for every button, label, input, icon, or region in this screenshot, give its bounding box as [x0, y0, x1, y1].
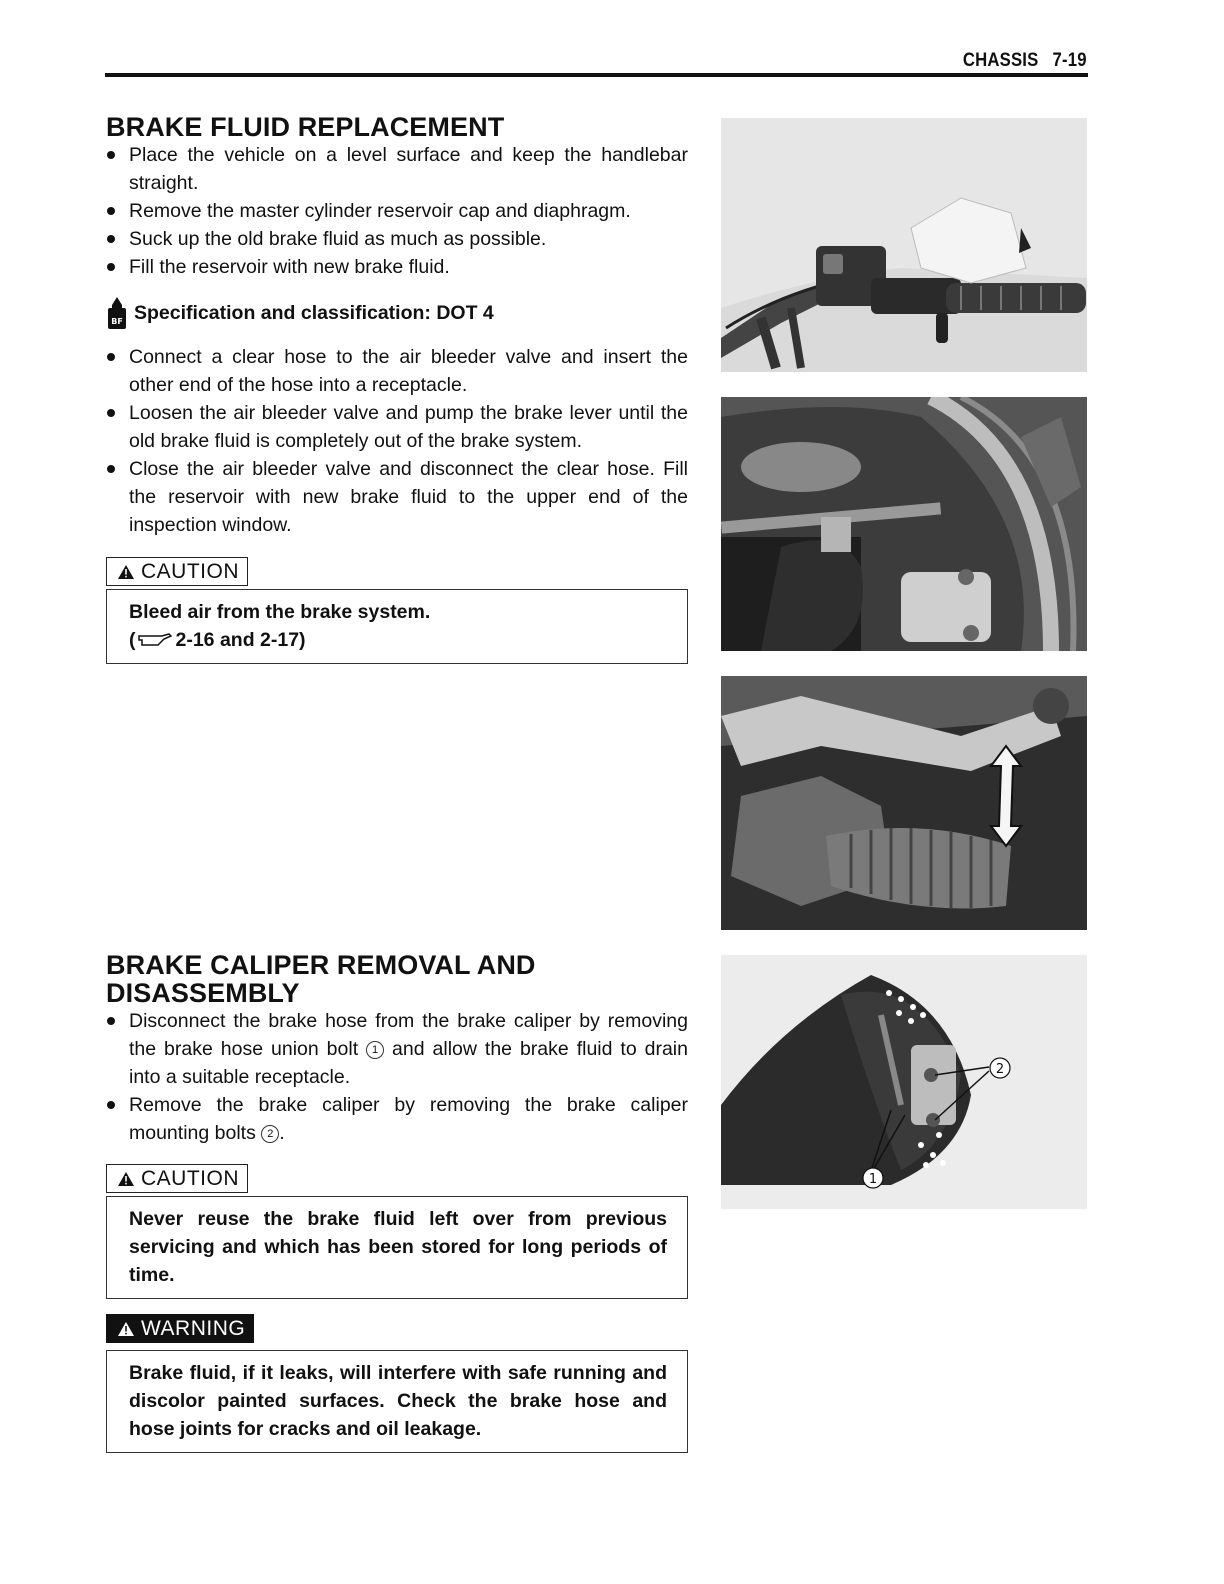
- section-title-caliper-line2: DISASSEMBLY: [106, 978, 300, 1008]
- brake-caliper-section: [106, 951, 688, 1453]
- list-item: [106, 1091, 688, 1147]
- reference-open-paren: (: [129, 629, 136, 651]
- caution-box-reuse: Never reuse the brake fluid left over from previous servicing and which has been stored for long periods of time.: [106, 1196, 688, 1299]
- brake-fluid-icon: [106, 296, 128, 330]
- step1-text-b: and allow the brake fluid to drain into a suitable receptacle.: [129, 1038, 688, 1088]
- list-item: Fill the reservoir with new brake fluid.: [106, 253, 688, 281]
- callout-1-icon: 1: [366, 1041, 384, 1059]
- list-item: Place the vehicle on a level surface and keep the handlebar straight.: [106, 141, 688, 197]
- warning-triangle-icon: [117, 564, 135, 580]
- caution-label: [106, 1164, 248, 1193]
- caution-label-row: [106, 557, 688, 586]
- caution-label-text: CAUTION: [141, 1166, 239, 1190]
- running-header: [949, 50, 1087, 72]
- caution-reference: [129, 626, 667, 654]
- fluid-steps-list-b: [106, 343, 688, 539]
- brake-fluid-icon-text: BF: [111, 317, 123, 326]
- photo-caliper-callouts: [721, 955, 1087, 1209]
- header-page-number: 7-19: [1052, 50, 1087, 71]
- warning-label-text: WARNING: [141, 1316, 246, 1340]
- warning-box-leaks: Brake fluid, if it leaks, will interfere with safe running and discolor painted surfaces. Check the brake hose and hose joints for cracks and oil leakage.: [106, 1350, 688, 1453]
- list-item: Close the air bleeder valve and disconnect the clear hose. Fill the reservoir with new brake fluid to the upper end of the inspection window.: [106, 455, 688, 539]
- list-item: Connect a clear hose to the air bleeder valve and insert the other end of the hose into a receptacle.: [106, 343, 688, 399]
- caution-text: Bleed air from the brake system.: [129, 601, 431, 623]
- brake-fluid-section: [106, 113, 688, 664]
- photo-master-cylinder: [721, 118, 1087, 372]
- step1-text-a: Disconnect the brake hose from the brake caliper by removing the brake hose union bolt: [129, 1010, 688, 1060]
- header-section: CHASSIS: [963, 50, 1039, 71]
- caution-box-bleed-air: [106, 589, 688, 664]
- step2-text-b: .: [279, 1122, 285, 1144]
- caution-label-row: [106, 1164, 688, 1193]
- list-item: [106, 1007, 688, 1091]
- callout-2-icon: 2: [261, 1125, 279, 1143]
- callout-2-label: 2: [995, 1062, 1005, 1077]
- caution-label-text: CAUTION: [141, 559, 239, 583]
- list-item: Suck up the old brake fluid as much as possible.: [106, 225, 688, 253]
- photo-brake-lever: [721, 676, 1087, 930]
- warning-label-row: [106, 1314, 688, 1343]
- fluid-spec: [106, 296, 688, 330]
- caution-label: [106, 557, 248, 586]
- warning-triangle-icon: [117, 1171, 135, 1187]
- list-item: Remove the master cylinder reservoir cap and diaphragm.: [106, 197, 688, 225]
- warning-triangle-icon: [117, 1321, 135, 1337]
- reference-pointer-icon: [138, 632, 172, 648]
- warning-label: [106, 1314, 254, 1343]
- list-item: Loosen the air bleeder valve and pump the brake lever until the old brake fluid is completely out of the brake system.: [106, 399, 688, 455]
- callout-1-label: 1: [868, 1172, 878, 1187]
- fluid-steps-list-a: [106, 141, 688, 281]
- caliper-steps-list: [106, 1007, 688, 1147]
- spec-text: Specification and classification: DOT 4: [134, 301, 494, 324]
- section-title-caliper-line1: BRAKE CALIPER REMOVAL AND: [106, 950, 536, 980]
- photo-air-bleeder: [721, 397, 1087, 651]
- header-rule: [105, 73, 1088, 77]
- section-title-brake-fluid: BRAKE FLUID REPLACEMENT: [106, 112, 505, 142]
- reference-pages: 2-16 and 2-17): [175, 629, 306, 651]
- step2-text-a: Remove the brake caliper by removing the brake caliper mounting bolts: [129, 1094, 688, 1144]
